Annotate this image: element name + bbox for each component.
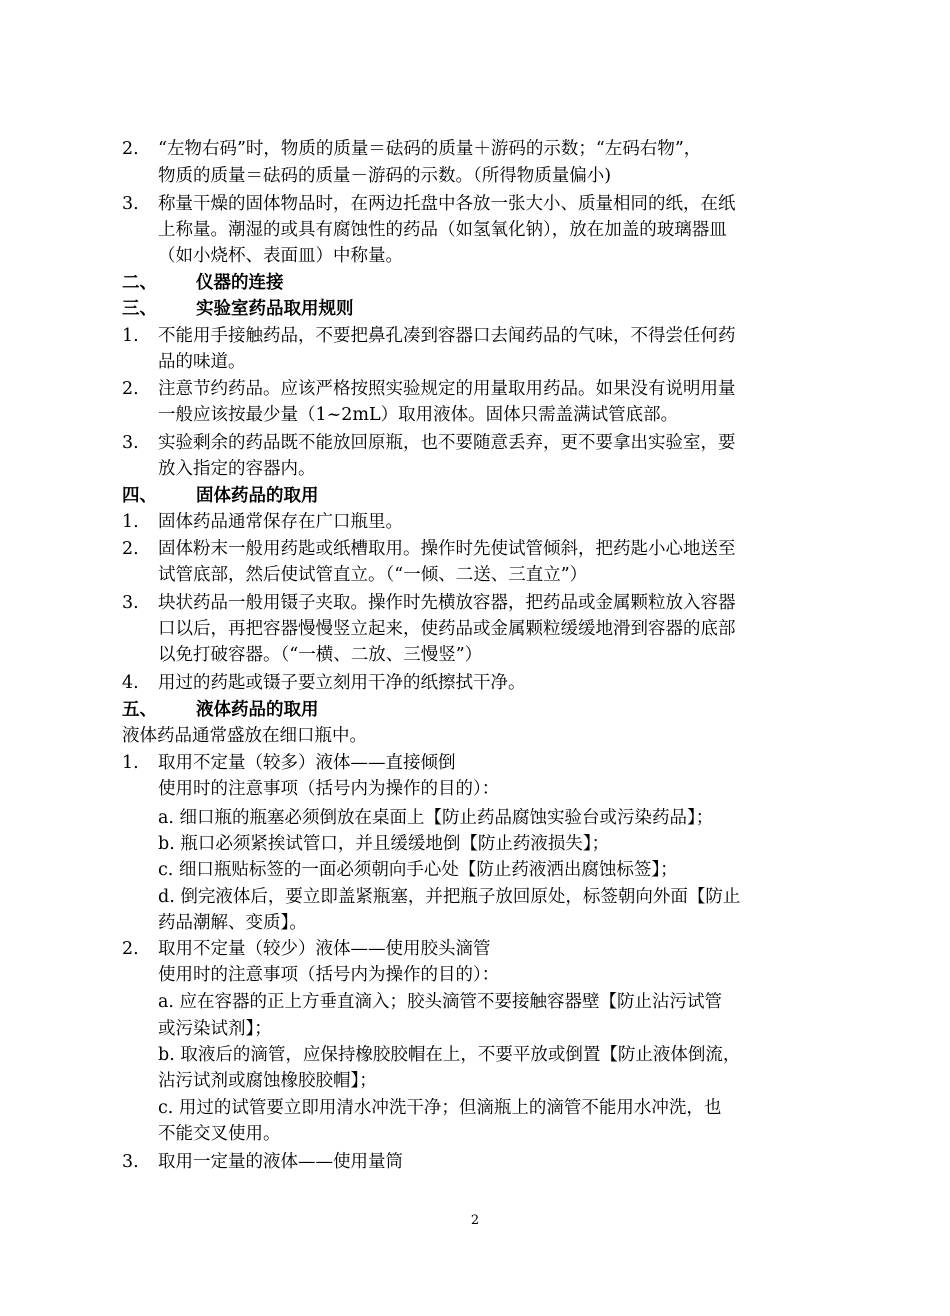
list-item-number: 2. [122, 139, 139, 159]
page-number: 2 [470, 1213, 480, 1228]
list-item-continuation: 使用时的注意事项（括号内为操作的目的）： [158, 965, 500, 985]
list-item-text: 取用不定量（较多）液体——直接倾倒 [158, 753, 456, 773]
list-item-continuation: c. 用过的试管要立即用清水冲洗干净；但滴瓶上的滴管不能用水冲洗，也 [158, 1098, 722, 1118]
list-item-text: 实验剩余的药品既不能放回原瓶，也不要随意丢弃，更不要拿出实验室，要 [158, 433, 736, 453]
list-item-continuation: 一般应该按最少量（1~2mL）取用液体。固体只需盖满试管底部。 [158, 405, 679, 425]
list-item-number: 3. [122, 194, 139, 214]
list-item-continuation: 口以后，再把容器慢慢竖立起来，使药品或金属颗粒缓缓地滑到容器的底部 [158, 619, 736, 639]
list-item-continuation: a. 细口瓶的瓶塞必须倒放在桌面上【防止药品腐蚀实验台或污染药品】； [158, 808, 714, 828]
section-heading: 固体药品的取用 [196, 486, 319, 506]
list-item-continuation: b. 瓶口必须紧挨试管口，并且缓缓地倒【防止药液损失】； [158, 834, 610, 854]
list-item-continuation: 放入指定的容器内。 [158, 459, 316, 479]
paragraph-line: 液体药品通常盛放在细口瓶中。 [122, 726, 367, 746]
list-item-continuation: 上称量。潮湿的或具有腐蚀性的药品（如氢氧化钠），放在加盖的玻璃器皿 [158, 220, 727, 240]
list-item-text: 称量干燥的固体物品时，在两边托盘中各放一张大小、质量相同的纸，在纸 [158, 194, 736, 214]
list-item-continuation: 药品潮解、变质】。 [158, 913, 307, 933]
section-heading-number: 三、 [122, 299, 157, 319]
list-item-continuation: 不能交叉使用。 [158, 1124, 281, 1144]
list-item-number: 1. [122, 512, 139, 532]
section-heading: 液体药品的取用 [196, 700, 319, 720]
list-item-number: 2. [122, 539, 139, 559]
section-heading-number: 五、 [122, 700, 157, 720]
list-item-text: 不能用手接触药品，不要把鼻孔凑到容器口去闻药品的气味，不得尝任何药 [158, 326, 736, 346]
list-item-text: 注意节约药品。应该严格按照实验规定的用量取用药品。如果没有说明用量 [158, 379, 736, 399]
list-item-number: 2. [122, 939, 139, 959]
list-item-continuation: 试管底部，然后使试管直立。（“一倾、二送、三直立”） [158, 565, 588, 585]
section-heading: 实验室药品取用规则 [196, 299, 354, 319]
list-item-continuation: 沾污试剂或腐蚀橡胶胶帽】； [158, 1071, 377, 1091]
section-heading: 仪器的连接 [196, 273, 284, 293]
list-item-number: 1. [122, 326, 139, 346]
list-item-text: 固体粉末一般用药匙或纸槽取用。操作时先使试管倾斜，把药匙小心地送至 [158, 539, 736, 559]
list-item-continuation: 或污染试剂】； [158, 1019, 272, 1039]
list-item-continuation: d. 倒完液体后，要立即盖紧瓶塞，并把瓶子放回原处，标签朝向外面【防止 [158, 887, 741, 907]
list-item-number: 3. [122, 1152, 139, 1172]
list-item-text: 块状药品一般用镊子夹取。操作时先横放容器，把药品或金属颗粒放入容器 [158, 593, 736, 613]
list-item-number: 4. [122, 673, 139, 693]
list-item-continuation: （如小烧杯、表面皿）中称量。 [158, 246, 403, 266]
list-item-continuation: a. 应在容器的正上方垂直滴入；胶头滴管不要接触容器壁【防止沾污试管 [158, 992, 723, 1012]
list-item-number: 3. [122, 593, 139, 613]
list-item-continuation: c. 细口瓶贴标签的一面必须朝向手心处【防止药液洒出腐蚀标签】； [158, 860, 678, 880]
list-item-text: 用过的药匙或镊子要立刻用干净的纸擦拭干净。 [158, 673, 526, 693]
list-item-continuation: 使用时的注意事项（括号内为操作的目的）： [158, 779, 500, 799]
list-item-text: “左物右码”时，物质的质量＝砝码的质量＋游码的示数；“左码右物”， [158, 139, 702, 159]
list-item-number: 3. [122, 433, 139, 453]
section-heading-number: 四、 [122, 486, 157, 506]
list-item-text: 固体药品通常保存在广口瓶里。 [158, 512, 403, 532]
section-heading-number: 二、 [122, 273, 157, 293]
list-item-text: 取用一定量的液体——使用量筒 [158, 1152, 403, 1172]
list-item-continuation: 物质的质量＝砝码的质量－游码的示数。（所得物质量偏小) [158, 166, 612, 186]
list-item-continuation: b. 取液后的滴管，应保持橡胶胶帽在上，不要平放或倒置【防止液体倒流， [158, 1045, 741, 1065]
list-item-continuation: 以免打破容器。（“一横、二放、三慢竖”） [158, 645, 483, 665]
list-item-number: 1. [122, 753, 139, 773]
list-item-continuation: 品的味道。 [158, 352, 246, 372]
list-item-number: 2. [122, 379, 139, 399]
list-item-text: 取用不定量（较少）液体——使用胶头滴管 [158, 939, 491, 959]
